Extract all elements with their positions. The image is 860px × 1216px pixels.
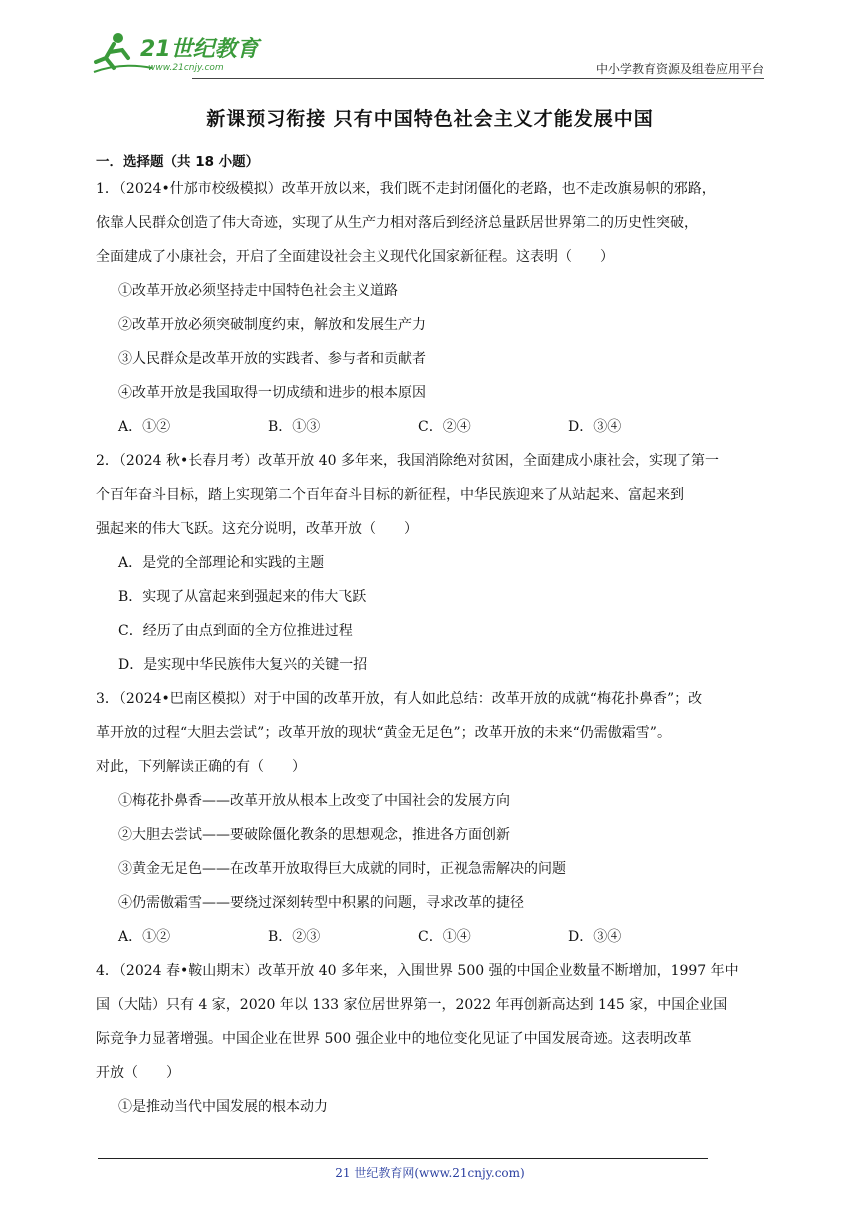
question-line: 依靠人民群众创造了伟大奇迹，实现了从生产力相对落后到经济总量跃居世界第二的历史性突破， bbox=[96, 215, 698, 231]
statement: ②改革开放必须突破制度约束，解放和发展生产力 bbox=[118, 317, 426, 333]
question-4 bbox=[96, 954, 766, 1124]
statement: ④仍需傲霜雪——要绕过深刻转型中积累的问题，寻求改革的捷径 bbox=[118, 895, 524, 911]
question-line: 国（大陆）只有 4 家，2020 年以 133 家位居世界第一，2022 年再创新高达到 145 家，中国企业国 bbox=[96, 997, 728, 1013]
choice-a[interactable]: A．①② bbox=[118, 929, 171, 945]
statement: ①改革开放必须坚持走中国特色社会主义道路 bbox=[118, 283, 398, 299]
statement: ②大胆去尝试——要破除僵化教条的思想观念，推进各方面创新 bbox=[118, 827, 510, 843]
choice-d[interactable]: D．③④ bbox=[568, 419, 622, 435]
platform-tagline: 中小学教育资源及组卷应用平台 bbox=[595, 62, 764, 76]
question-line: 4．（2024 春•鞍山期末）改革开放 40 多年来，入围世界 500 强的中国企业数量不断增加，1997 年中 bbox=[96, 963, 739, 979]
choice-row bbox=[96, 920, 766, 954]
statement: ④改革开放是我国取得一切成绩和进步的根本原因 bbox=[118, 385, 426, 401]
choice-b[interactable]: B．实现了从富起来到强起来的伟大飞跃 bbox=[118, 589, 367, 605]
footer-divider bbox=[98, 1158, 708, 1159]
choice-b[interactable]: B．②③ bbox=[268, 929, 321, 945]
statement: ③人民群众是改革开放的实践者、参与者和贡献者 bbox=[118, 351, 426, 367]
choice-a[interactable]: A．①② bbox=[118, 419, 171, 435]
question-line: 对此，下列解读正确的有（ ） bbox=[96, 759, 306, 775]
logo-url: www.21cnjy.com bbox=[148, 63, 224, 73]
statement: ①是推动当代中国发展的根本动力 bbox=[118, 1099, 328, 1115]
choice-d[interactable]: D．是实现中华民族伟大复兴的关键一招 bbox=[118, 657, 368, 673]
choice-d[interactable]: D．③④ bbox=[568, 929, 622, 945]
question-line: 3．（2024•巴南区模拟）对于中国的改革开放，有人如此总结：改革开放的成就“梅花扑鼻香”；改 bbox=[96, 691, 703, 707]
question-3 bbox=[96, 682, 766, 954]
header-divider bbox=[192, 78, 764, 79]
choice-c[interactable]: C．②④ bbox=[418, 419, 471, 435]
question-2 bbox=[96, 444, 766, 682]
logo-text: 21世纪教育 bbox=[140, 37, 259, 62]
choice-a[interactable]: A．是党的全部理论和实践的主题 bbox=[118, 555, 325, 571]
choice-b[interactable]: B．①③ bbox=[268, 419, 321, 435]
choice-c[interactable]: C．经历了由点到面的全方位推进过程 bbox=[118, 623, 353, 639]
question-line: 际竞争力显著增强。中国企业在世界 500 强企业中的地位变化见证了中国发展奇迹。这表明改革 bbox=[96, 1031, 692, 1047]
page-header bbox=[92, 28, 764, 80]
question-line: 强起来的伟大飞跃。这充分说明，改革开放（ ） bbox=[96, 521, 418, 537]
logo bbox=[92, 28, 262, 76]
question-line: 2．（2024 秋•长春月考）改革开放 40 多年来，我国消除绝对贫困，全面建成小康社会，实现了第一 bbox=[96, 453, 719, 469]
statement: ①梅花扑鼻香——改革开放从根本上改变了中国社会的发展方向 bbox=[118, 793, 510, 809]
question-line: 1．（2024•什邡市校级模拟）改革开放以来，我们既不走封闭僵化的老路，也不走改旗易帜的邪路， bbox=[96, 181, 716, 197]
question-line: 个百年奋斗目标，踏上实现第二个百年奋斗目标的新征程，中华民族迎来了从站起来、富起来到 bbox=[96, 487, 684, 503]
choice-c[interactable]: C．①④ bbox=[418, 929, 471, 945]
question-1 bbox=[96, 172, 766, 444]
section-heading: 一．选择题（共 18 小题） bbox=[96, 154, 260, 170]
page-title: 新课预习衔接 只有中国特色社会主义才能发展中国 bbox=[206, 108, 654, 130]
choice-row bbox=[96, 410, 766, 444]
question-line: 革开放的过程“大胆去尝试”；改革开放的现状“黄金无足色”；改革开放的未来“仍需傲霜雪”。 bbox=[96, 725, 671, 741]
statement: ③黄金无足色——在改革开放取得巨大成就的同时，正视急需解决的问题 bbox=[118, 861, 566, 877]
footer-text[interactable]: 21 世纪教育网(www.21cnjy.com) bbox=[335, 1166, 525, 1180]
question-line: 开放（ ） bbox=[96, 1065, 180, 1081]
question-line: 全面建成了小康社会，开启了全面建设社会主义现代化国家新征程。这表明（ ） bbox=[96, 249, 614, 265]
